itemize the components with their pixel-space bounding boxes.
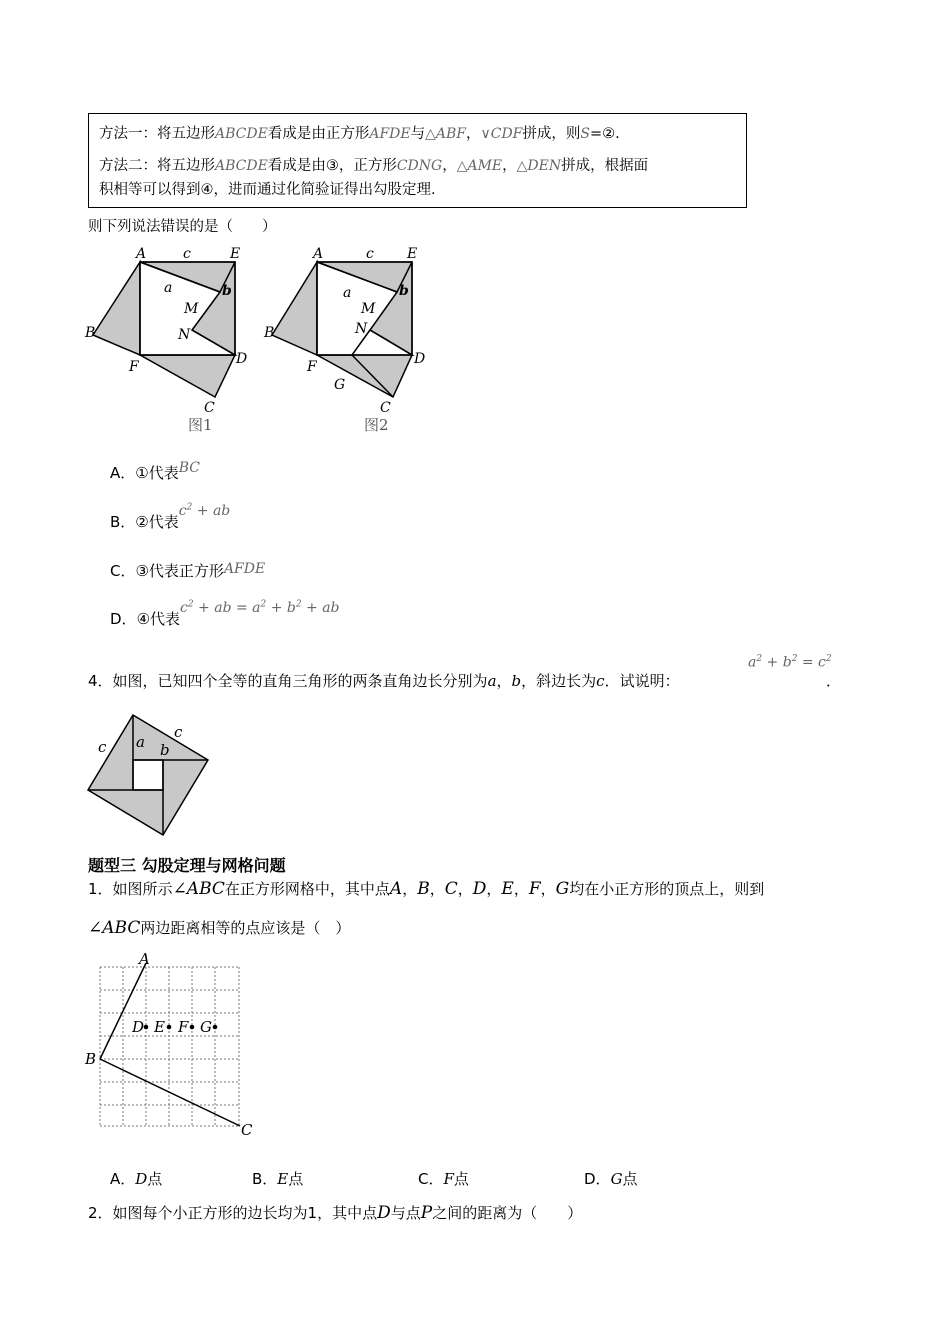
option-c[interactable]: C．③代表正方形AFDE	[110, 561, 266, 580]
point-e	[167, 1025, 172, 1030]
figures-1-2	[80, 240, 440, 440]
svg-text:C: C	[204, 400, 215, 416]
pythagorean-formula: $a^2 + b^2 = c^2$	[748, 654, 832, 671]
svg-text:E: E	[407, 246, 418, 262]
svg-text:M: M	[184, 301, 199, 317]
svg-text:a: a	[136, 733, 145, 751]
ray-bc	[100, 1059, 240, 1126]
option-a[interactable]: A．①代表BC	[110, 460, 200, 482]
q1-option-c[interactable]: C．F点	[418, 1170, 469, 1188]
svg-text:b: b	[160, 741, 170, 759]
svg-text:c: c	[183, 246, 191, 262]
figure-2-caption: 图2	[364, 416, 389, 434]
method-two-line: 方法二：将五边形ABCDE看成是由③，正方形CDNG，△AME，△DEN拼成，根据面	[99, 158, 649, 174]
svg-text:G: G	[334, 377, 346, 393]
figure-2	[263, 246, 425, 434]
svg-text:c: c	[98, 738, 107, 756]
option-b[interactable]: B．②代表$c^2$ + ab	[110, 502, 231, 531]
triangle-cdf	[140, 355, 235, 397]
svg-text:A: A	[139, 950, 150, 968]
method-two-line-cont: 积相等可以得到④，进而通过化简验证得出勾股定理.	[99, 182, 436, 198]
grid-figure	[80, 945, 270, 1145]
figure-1-caption: 图1	[188, 416, 213, 434]
dotted-grid	[100, 967, 239, 1126]
question-2: 2．如图每个小正方形的边长均为1，其中点D与点P之间的距离为（ ）	[88, 1203, 583, 1223]
figure-1	[84, 246, 247, 434]
svg-text:C: C	[380, 400, 391, 416]
svg-text:F: F	[129, 359, 139, 375]
svg-text:N: N	[178, 327, 191, 343]
svg-text:A: A	[313, 246, 324, 262]
svg-text:D: D	[132, 1018, 145, 1036]
svg-text:E: E	[230, 246, 241, 262]
svg-text:M: M	[361, 301, 376, 317]
svg-text:D: D	[414, 351, 426, 367]
svg-text:a: a	[164, 280, 173, 296]
svg-text:G: G	[200, 1018, 212, 1036]
methods-box	[88, 113, 747, 208]
section-heading: 题型三 勾股定理与网格问题	[88, 856, 286, 875]
svg-text:b: b	[222, 283, 232, 299]
svg-text:D: D	[236, 351, 248, 367]
svg-text:c: c	[366, 246, 374, 262]
q1-option-b[interactable]: B．E点	[252, 1170, 304, 1188]
svg-text:a: a	[343, 285, 352, 301]
svg-text:B: B	[85, 325, 96, 341]
svg-text:E: E	[154, 1018, 165, 1036]
q1-option-a[interactable]: A．D点	[110, 1170, 163, 1188]
svg-text:B: B	[85, 1050, 97, 1068]
triangle-abf	[93, 262, 140, 355]
question-1: 1．如图所示∠ABC在正方形网格中，其中点A，B，C，D，E，F，G均在小正方形的顶点上，则到	[88, 879, 765, 899]
pinwheel-figure	[84, 710, 214, 840]
svg-text:F: F	[178, 1018, 189, 1036]
question-4: 4．如图，已知四个全等的直角三角形的两条直角边长分别为a，b，斜边长为c．试说明：	[88, 672, 680, 690]
svg-text:b: b	[399, 283, 409, 299]
question-1-line-2: ∠ABC两边距离相等的点应该是（ ）	[88, 918, 351, 938]
svg-text:F: F	[307, 359, 317, 375]
point-g	[213, 1025, 218, 1030]
method-one-line: 方法一：将五边形ABCDE看成是由正方形AFDE与△ABF，∨CDF拼成，则S=②.	[99, 126, 620, 142]
svg-text:N: N	[355, 321, 368, 337]
option-d[interactable]: D．④代表$c^2$ + ab = $a^2 + b^2$ + ab	[110, 599, 340, 628]
point-f	[190, 1025, 195, 1030]
point-d	[144, 1025, 149, 1030]
svg-text:c: c	[174, 723, 183, 741]
label-a-vertex: A	[136, 246, 147, 262]
svg-text:C: C	[241, 1121, 253, 1139]
q1-option-d[interactable]: D．G点	[584, 1170, 638, 1188]
question-prompt: 则下列说法错误的是（ ）	[88, 219, 277, 235]
svg-text:B: B	[264, 325, 275, 341]
